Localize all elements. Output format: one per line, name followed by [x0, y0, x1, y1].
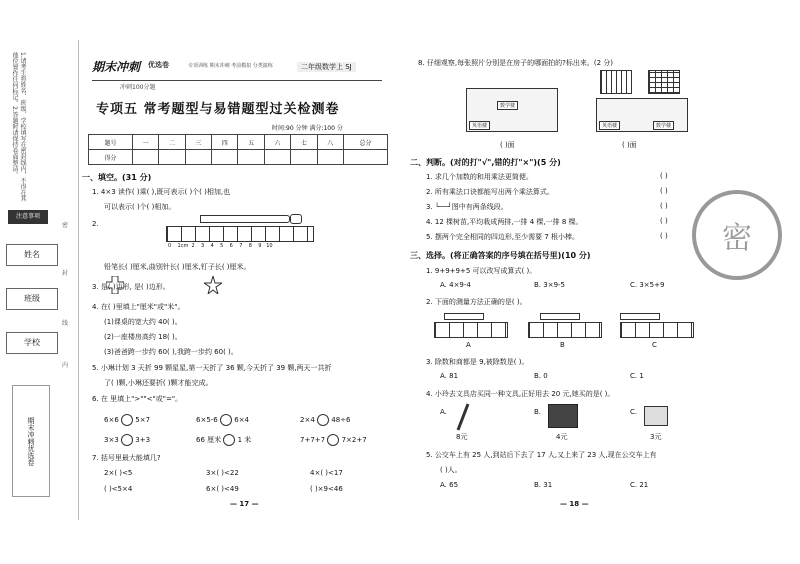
choice-4: 4. 小玲去文具店买同一种文具,正好用去 20 元,她买的是( )。	[426, 390, 615, 398]
max-fill-item: 3×( )<22	[206, 469, 239, 477]
measured-bar-b	[540, 313, 580, 320]
sidebar-logo: 期末冲刺优选卷	[12, 385, 50, 497]
choice-option[interactable]: C. 3×5+9	[630, 281, 665, 289]
question-7: 7. 括号里最大能填几?	[92, 454, 161, 462]
question-4-2: (2)一座楼房高约 18( )。	[104, 333, 182, 341]
compare-left: 2×4	[300, 416, 315, 424]
score-cell[interactable]	[343, 150, 387, 165]
choice-5: 5. 公交车上有 25 人,到站后下去了 17 人,又上来了 23 人,现在公交车上有	[426, 451, 657, 459]
choice-2: 2. 下面的测量方法正确的是( )。	[426, 298, 527, 306]
compare-item	[104, 414, 150, 426]
exam-notice: 1.请考生将姓名、班级、学校填写在密封线内，不得在其他位置作任何标记。2.答题时请保持卷面整洁。	[11, 52, 26, 202]
compare-item	[196, 414, 249, 426]
compare-left: 6×6	[104, 416, 119, 424]
judge-answer[interactable]: ( )	[660, 232, 668, 240]
judge-answer[interactable]: ( )	[660, 217, 668, 225]
question-6: 6. 在 里填上">""<"或"="。	[92, 395, 183, 403]
judge-answer[interactable]: ( )	[660, 202, 668, 210]
building-view-1	[466, 88, 558, 132]
answer-blank[interactable]: ( )面	[622, 141, 637, 149]
choice-1: 1. 9+9+9+5 可以改写成算式( )。	[426, 267, 537, 275]
photo-2	[648, 70, 680, 94]
brand-tag: 优选卷	[148, 61, 169, 69]
book-icon	[548, 404, 578, 428]
table-cell: 一	[132, 135, 158, 150]
price-label: 3元	[650, 433, 662, 441]
compare-circle[interactable]	[121, 414, 133, 426]
compare-item	[300, 414, 350, 426]
choice-option[interactable]: B	[560, 341, 565, 349]
choice-option[interactable]: C	[652, 341, 657, 349]
ruler-option-a	[434, 322, 508, 338]
judge-answer[interactable]: ( )	[660, 187, 668, 195]
judge-4: 4. 12 棵树苗,平均栽成两排,一排 4 棵,一排 8 棵。	[426, 218, 583, 226]
choice-option[interactable]: A. 4×9-4	[440, 281, 471, 289]
table-row	[89, 150, 388, 165]
table-cell: 六	[264, 135, 290, 150]
score-cell[interactable]	[317, 150, 343, 165]
max-fill-item: 6×( )<49	[206, 485, 239, 493]
section-fill-blank: 一、填空。(31 分)	[82, 173, 152, 182]
brand-subtitle: 冲刺100分题	[120, 84, 156, 91]
score-cell[interactable]	[185, 150, 211, 165]
table-cell: 总分	[343, 135, 387, 150]
section-choice: 三、选择。(将正确答案的序号填在括号里)(10 分)	[410, 251, 591, 260]
table-cell: 五	[238, 135, 264, 150]
question-1: 1. 4×3 读作( )乘( ),既可表示( )个( )相加,也	[92, 188, 231, 196]
judge-5: 5. 摆两个完全相同的四边形,至少需要 7 根小棒。	[426, 233, 580, 241]
seal-char: 密	[62, 222, 69, 229]
question-5: 5. 小琳计划 3 天折 99 颗星星,第一天折了 36 颗,今天折了 39 颗,两天一共折	[92, 364, 332, 372]
question-4-1: (1)课桌的宽大约 40( )。	[104, 318, 182, 326]
measured-bar-a	[444, 313, 484, 320]
building-tag: 英语楼	[599, 121, 620, 130]
judge-1: 1. 求几个加数的和用乘法更简便。	[426, 173, 533, 181]
pencil-image	[200, 215, 290, 223]
ruler-option-b	[528, 322, 602, 338]
page-number-left: — 17 —	[230, 500, 259, 508]
brand-desc: 专项训练 期末冲刺 考前模拟 分类演练	[188, 63, 273, 69]
question-4: 4. 在( )里填上"厘米"或"米"。	[92, 303, 185, 311]
judge-answer[interactable]: ( )	[660, 172, 668, 180]
compare-left: 66 厘米	[196, 436, 222, 444]
question-1-cont: 可以表示( )个( )相加。	[104, 203, 176, 211]
building-view-2	[596, 98, 688, 132]
choice-5-cont: ( )人。	[440, 466, 462, 474]
compare-right: 48÷6	[331, 416, 351, 424]
choice-option[interactable]: C. 21	[630, 481, 649, 489]
star-shape-icon	[204, 276, 222, 294]
table-cell: 题号	[89, 135, 133, 150]
choice-option[interactable]: A.	[440, 408, 447, 416]
building-tag: 英语楼	[469, 121, 490, 130]
grade-label: 二年级数学上 SJ	[297, 62, 356, 72]
class-field[interactable]: 班级	[6, 288, 58, 310]
seal-stamp: 密	[692, 190, 782, 280]
compare-right: 5×7	[135, 416, 151, 424]
compare-item	[104, 434, 150, 446]
compare-item	[196, 434, 251, 446]
table-cell: 七	[291, 135, 317, 150]
table-row	[89, 135, 388, 150]
table-cell: 八	[317, 135, 343, 150]
score-cell[interactable]	[132, 150, 158, 165]
school-field[interactable]: 学校	[6, 332, 58, 354]
compare-left: 6×5-6	[196, 416, 218, 424]
score-cell[interactable]	[238, 150, 264, 165]
measured-bar-c	[620, 313, 660, 320]
answer-blank[interactable]: ( )面	[500, 141, 515, 149]
score-cell[interactable]	[264, 150, 290, 165]
table-cell: 三	[185, 135, 211, 150]
score-cell[interactable]	[291, 150, 317, 165]
question-8: 8. 仔细观察,每张照片分别是在房子的哪面拍的?标出来。(2 分)	[418, 59, 613, 67]
seal-char: 内	[62, 362, 69, 369]
compare-right: 7×2+7	[341, 436, 367, 444]
max-fill-item: 4×( )<17	[310, 469, 343, 477]
ruler-image	[166, 226, 314, 242]
choice-option[interactable]: A	[466, 341, 471, 349]
table-cell: 得分	[89, 150, 133, 165]
judge-3: 3. └──┘图中有两条线段。	[426, 203, 508, 211]
score-cell[interactable]	[212, 150, 238, 165]
building-tag: 数学楼	[653, 121, 674, 130]
ruler-option-c	[620, 322, 694, 338]
question-5-cont: 了( )颗,小琳还要折( )颗才能完成。	[104, 379, 213, 387]
price-label: 4元	[556, 433, 568, 441]
compare-right: 1 米	[237, 436, 252, 444]
compare-circle[interactable]	[327, 434, 339, 446]
brand-header	[92, 58, 382, 81]
choice-option[interactable]: B. 3×9-5	[534, 281, 566, 289]
pen-icon	[454, 402, 472, 432]
seal-char: 封	[62, 270, 69, 277]
cross-shape-icon	[106, 276, 124, 294]
choice-3: 3. 除数和商都是 9,被除数是( )。	[426, 358, 529, 366]
choice-option[interactable]: C.	[630, 408, 638, 416]
max-fill-item: 2×( )<5	[104, 469, 133, 477]
compare-item	[300, 434, 367, 446]
question-2: 2.	[92, 220, 99, 228]
brand-logo: 期末冲刺	[92, 60, 141, 74]
choice-option[interactable]: B.	[534, 408, 542, 416]
compare-left: 3×3	[104, 436, 119, 444]
choice-option[interactable]: B. 31	[534, 481, 553, 489]
building-tag: 数学楼	[497, 101, 518, 110]
score-table	[88, 134, 388, 165]
table-cell: 四	[212, 135, 238, 150]
max-fill-item: ( )×9<46	[310, 485, 343, 493]
compare-circle[interactable]	[223, 434, 235, 446]
exam-meta: 时间:90 分钟 满分:100 分	[272, 125, 343, 132]
choice-option[interactable]: A. 81	[440, 372, 459, 380]
choice-option[interactable]: A. 65	[440, 481, 459, 489]
eraser-icon	[644, 406, 668, 426]
choice-option[interactable]: B. 0	[534, 372, 548, 380]
judge-2: 2. 所有乘法口诀都能写出两个乘法算式。	[426, 188, 554, 196]
compare-left: 7+7+7	[300, 436, 326, 444]
score-cell[interactable]	[159, 150, 185, 165]
question-2-answer: 铅笔长( )厘米,曲别针长( )厘米,钉子长( )厘米。	[104, 263, 251, 271]
name-field[interactable]: 姓名	[6, 244, 58, 266]
question-4-3: (3)爸爸跨一步约 60( ),我跨一步约 60( )。	[104, 348, 238, 356]
page-number-right: — 18 —	[560, 500, 589, 508]
notice-badge: 注意事项	[8, 210, 48, 224]
page-title: 专项五 常考题型与易错题型过关检测卷	[96, 102, 340, 117]
ruler-labels: 0 1cm 2 3 4 5 6 7 8 9 10	[168, 243, 273, 249]
compare-right: 6×4	[234, 416, 250, 424]
price-label: 8元	[456, 433, 468, 441]
clip-image	[290, 214, 302, 224]
question-3: 3. 是( )边形, 是( )边形。	[92, 283, 170, 291]
seal-char: 线	[62, 320, 69, 327]
choice-option[interactable]: C. 1	[630, 372, 644, 380]
compare-circle[interactable]	[317, 414, 329, 426]
compare-right: 3+3	[135, 436, 151, 444]
section-judge: 二、判断。(对的打"√",错的打"×")(5 分)	[410, 158, 561, 167]
photo-1	[600, 70, 632, 94]
table-cell: 二	[159, 135, 185, 150]
compare-circle[interactable]	[220, 414, 232, 426]
max-fill-item: ( )<5×4	[104, 485, 133, 493]
compare-circle[interactable]	[121, 434, 133, 446]
